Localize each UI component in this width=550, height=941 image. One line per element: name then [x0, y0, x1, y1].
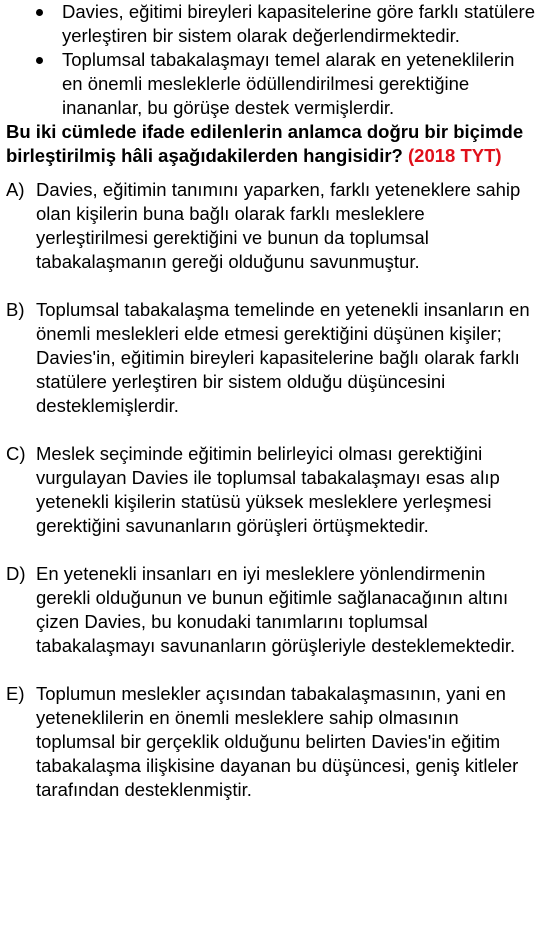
question-text: Bu iki cümlede ifade edilenlerin anlamca doğru bir biçimde birleştirilmiş hâli aşağıdakilerden hangisidir?: [6, 121, 524, 166]
premise-text: Toplumsal tabakalaşmayı temel alarak en yeteneklilerin en önemli mesleklerle ödüllendirilmesi gerektiğine inananlar, bu görüşe destek vermişlerdir.: [62, 49, 515, 118]
premise-list: [6, 0, 538, 120]
bullet-icon: [36, 9, 43, 16]
option-text: En yetenekli insanları en iyi mesleklere yönlendirmenin gerekli olduğunun ve bunun eğitimle sağlanacağının altını çizen Davies, bu konudaki tanımlarını toplumsal tabakalaşmayı savunanların görüşleriyle desteklemektedir.: [36, 563, 516, 656]
option-letter: A): [6, 179, 25, 200]
option-letter: C): [6, 443, 26, 464]
option-e[interactable]: [6, 682, 538, 802]
option-text: Davies, eğitimin tanımını yaparken, farklı yeteneklere sahip olan kişilerin buna bağlı olarak farklı mesleklere yerleştirilmesi gerektiğini ve bunun da toplumsal tabakalaşmanın gereği olduğunu savunmuştur.: [36, 179, 521, 272]
answer-options: [6, 178, 538, 802]
option-a[interactable]: [6, 178, 538, 274]
option-text: Meslek seçiminde eğitimin belirleyici olması gerektiğini vurgulayan Davies ile toplumsal tabakalaşmayı esas alıp yetenekli kişilerin statüsü yüksek mesleklere yerleşmesi gerektiğini savunanların görüşleri örtüşmektedir.: [36, 443, 500, 536]
option-d[interactable]: [6, 562, 538, 658]
option-text: Toplumsal tabakalaşma temelinde en yetenekli insanların en önemli meslekleri elde etmesi gerektiğini düşünen kişiler; Davies'in, eğitimin bireyleri kapasitelerine bağlı olarak farklı statülere yerleştiren bir sistem olduğu düşüncesini desteklemişlerdir.: [36, 299, 530, 416]
premise-text: Davies, eğitimi bireyleri kapasitelerine göre farklı statülere yerleştiren bir sistem olarak değerlendirmektedir.: [62, 1, 535, 46]
question-source: (2018 TYT): [408, 145, 502, 166]
premise-item: [6, 48, 538, 120]
option-text: Toplumun meslekler açısından tabakalaşmasının, yani en yeteneklilerin en önemli mesleklere sahip olmasının toplumsal bir gerçeklik olduğunu belirten Davies'in eğitim tabakalaşma ilişkisine dayanan bu düşüncesi, geniş kitleler tarafından desteklenmiştir.: [36, 683, 519, 800]
option-b[interactable]: [6, 298, 538, 418]
option-letter: E): [6, 683, 25, 704]
option-c[interactable]: [6, 442, 538, 538]
question-stem: [6, 120, 538, 168]
option-letter: B): [6, 299, 25, 320]
premise-item: [6, 0, 538, 48]
option-letter: D): [6, 563, 26, 584]
bullet-icon: [36, 57, 43, 64]
